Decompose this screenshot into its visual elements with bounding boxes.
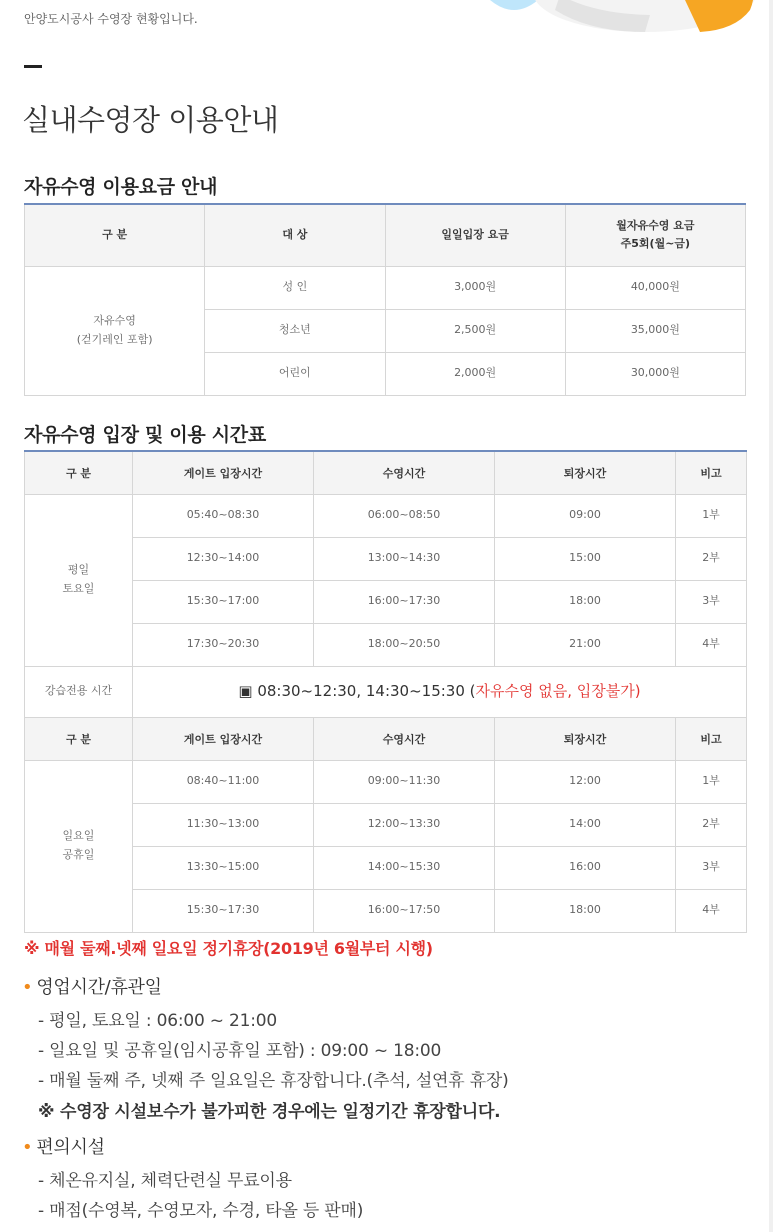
table-row [25, 266, 746, 309]
gate-time: 12:30~14:00 [133, 537, 314, 580]
lesson-warning: 자유수영 없음, 입장불가 [475, 681, 635, 700]
table-row [25, 623, 747, 666]
fee-section-title: 자유수영 이용요금 안내 [24, 176, 218, 198]
closure-notice: ※ 매월 둘째.넷째 일요일 정기휴장(2019년 6월부터 시행) [24, 939, 433, 958]
fee-table-header [25, 204, 746, 266]
lesson-notice [133, 666, 747, 717]
scrollbar[interactable] [769, 0, 773, 1232]
exit-time: 09:00 [495, 494, 676, 537]
header-swim: 수영시간 [314, 717, 495, 760]
exit-time: 16:00 [495, 846, 676, 889]
exit-time: 12:00 [495, 760, 676, 803]
fee-daily: 3,000원 [385, 266, 565, 309]
header-category: 구 분 [25, 204, 205, 266]
facilities-line-shop: - 매점(수영복, 수영모자, 수경, 타올 등 판매) [38, 1201, 364, 1221]
swim-time: 09:00~11:30 [314, 760, 495, 803]
lesson-close: ) [634, 681, 641, 700]
gate-time: 15:30~17:00 [133, 580, 314, 623]
session-note: 3부 [676, 846, 747, 889]
swim-ring-illustration [480, 0, 773, 32]
header-exit: 퇴장시간 [495, 451, 676, 494]
time-table-header-2 [25, 717, 747, 760]
swim-time: 16:00~17:50 [314, 889, 495, 932]
gate-time: 08:40~11:00 [133, 760, 314, 803]
lesson-label: 강습전용 시간 [25, 666, 133, 717]
header-gate: 게이트 입장시간 [133, 451, 314, 494]
swim-time: 06:00~08:50 [314, 494, 495, 537]
header-category: 구 분 [25, 717, 133, 760]
exit-time: 14:00 [495, 803, 676, 846]
fee-target: 청소년 [205, 309, 385, 352]
saturday-label: 토요일 [62, 582, 95, 595]
time-table-header [25, 451, 747, 494]
fee-monthly: 30,000원 [565, 352, 745, 395]
fee-category-cell [25, 266, 205, 395]
lesson-time: ▣ 08:30~12:30, 14:30~15:30 ( [238, 681, 476, 700]
time-table [24, 450, 747, 933]
fee-table [24, 203, 746, 396]
fee-category: 자유수영 [93, 313, 136, 327]
hours-title-block [22, 973, 162, 999]
hours-line-holiday: - 일요일 및 공휴일(임시공휴일 포함) : 09:00 ~ 18:00 [38, 1041, 442, 1061]
session-note: 2부 [676, 537, 747, 580]
holiday-label-cell [25, 760, 133, 932]
session-note: 4부 [676, 623, 747, 666]
holiday-label: 공휴일 [62, 848, 95, 861]
table-row [25, 846, 747, 889]
header-category: 구 분 [25, 451, 133, 494]
bullet-icon: • [22, 1137, 33, 1158]
header-monthly-fee-line2: 주5회(월~금) [620, 237, 691, 251]
swim-time: 13:00~14:30 [314, 537, 495, 580]
gate-time: 13:30~15:00 [133, 846, 314, 889]
exit-time: 18:00 [495, 889, 676, 932]
table-row [25, 537, 747, 580]
lesson-row [25, 666, 747, 717]
header-note: 비고 [676, 717, 747, 760]
header-monthly-fee [565, 204, 745, 266]
hours-line-weekday: - 평일, 토요일 : 06:00 ~ 21:00 [38, 1011, 278, 1031]
session-note: 3부 [676, 580, 747, 623]
weekday-label-cell [25, 494, 133, 666]
fee-daily: 2,500원 [385, 309, 565, 352]
table-row [25, 580, 747, 623]
table-row [25, 760, 747, 803]
exit-time: 21:00 [495, 623, 676, 666]
gate-time: 05:40~08:30 [133, 494, 314, 537]
swim-time: 18:00~20:50 [314, 623, 495, 666]
table-row [25, 889, 747, 932]
session-note: 4부 [676, 889, 747, 932]
weekday-label: 평일 [67, 563, 90, 577]
table-row [25, 494, 747, 537]
hours-title: 영업시간/휴관일 [36, 977, 162, 998]
session-note: 1부 [676, 494, 747, 537]
header-note: 비고 [676, 451, 747, 494]
bullet-icon: • [22, 977, 33, 998]
fee-target: 성 인 [205, 266, 385, 309]
exit-time: 15:00 [495, 537, 676, 580]
swim-time: 12:00~13:30 [314, 803, 495, 846]
header-swim: 수영시간 [314, 451, 495, 494]
fee-monthly: 35,000원 [565, 309, 745, 352]
header-daily-fee: 일일입장 요금 [385, 204, 565, 266]
fee-daily: 2,000원 [385, 352, 565, 395]
facilities-title-block [22, 1133, 105, 1159]
hours-line-maintenance: ※ 수영장 시설보수가 불가피한 경우에는 일정기간 휴장합니다. [38, 1102, 501, 1122]
session-note: 2부 [676, 803, 747, 846]
facilities-title: 편의시설 [36, 1137, 105, 1158]
header-monthly-fee-line1: 월자유수영 요금 [616, 219, 695, 233]
time-section-title: 자유수영 입장 및 이용 시간표 [24, 424, 266, 446]
page-title: 실내수영장 이용안내 [22, 103, 279, 137]
intro-text: 안양도시공사 수영장 현황입니다. [24, 12, 198, 26]
header-gate: 게이트 입장시간 [133, 717, 314, 760]
swim-time: 14:00~15:30 [314, 846, 495, 889]
fee-category-note: (걷기레인 포함) [76, 332, 153, 346]
header-exit: 퇴장시간 [495, 717, 676, 760]
header-target: 대 상 [205, 204, 385, 266]
facilities-line-rooms: - 체온유지실, 체력단련실 무료이용 [38, 1171, 292, 1191]
gate-time: 15:30~17:30 [133, 889, 314, 932]
sunday-label: 일요일 [62, 829, 95, 843]
exit-time: 18:00 [495, 580, 676, 623]
swim-time: 16:00~17:30 [314, 580, 495, 623]
table-row [25, 803, 747, 846]
fee-target: 어린이 [205, 352, 385, 395]
gate-time: 11:30~13:00 [133, 803, 314, 846]
gate-time: 17:30~20:30 [133, 623, 314, 666]
title-dash [24, 65, 42, 68]
session-note: 1부 [676, 760, 747, 803]
hours-line-closure: - 매월 둘째 주, 넷째 주 일요일은 휴장합니다.(추석, 설연휴 휴장) [38, 1071, 509, 1091]
fee-monthly: 40,000원 [565, 266, 745, 309]
